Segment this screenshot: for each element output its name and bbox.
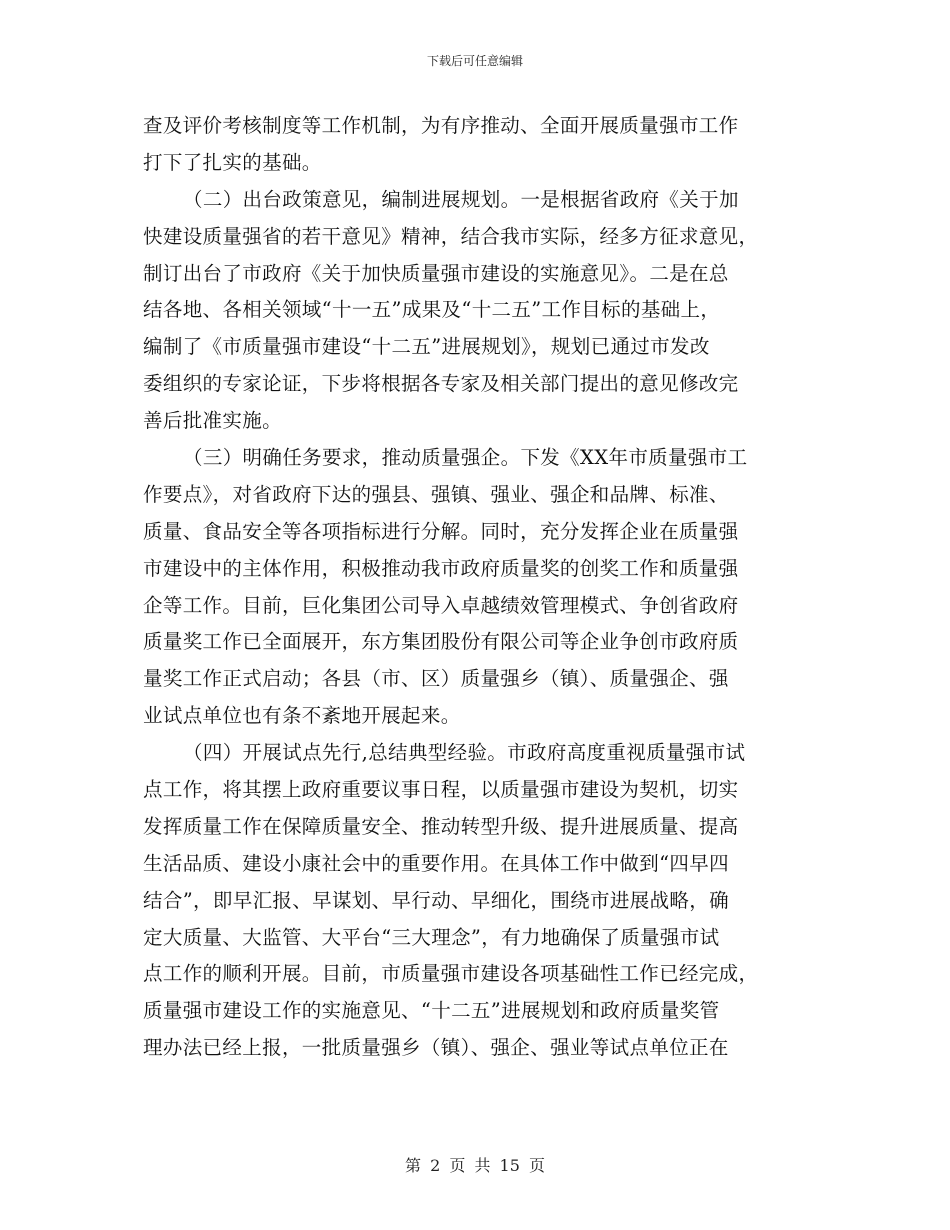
text-line: 质量奖工作已全面展开，东方集团股份有限公司等企业争创市政府质	[143, 630, 739, 654]
text-line: 结各地、各相关领域“十一五”成果及“十二五”工作目标的基础上，	[143, 298, 721, 322]
text-line: 质量、食品安全等各项指标进行分解。同时，充分发挥企业在质量强	[143, 519, 739, 543]
text-line: 委组织的专家论证，下步将根据各专家及相关部门提出的意见修改完	[143, 372, 739, 396]
text-line: （四）开展试点先行,总结典型经验。市政府高度重视质量强市试	[183, 741, 746, 765]
text-line: 量奖工作正式启动；各县（市、区）质量强乡（镇）、质量强企、强	[143, 667, 729, 691]
text-line: 生活品质、建设小康社会中的重要作用。在具体工作中做到“四早四	[143, 851, 729, 875]
text-line: 发挥质量工作在保障质量安全、推动转型升级、提升进展质量、提高	[143, 814, 739, 838]
text-line: 理办法已经上报，一批质量强乡（镇）、强企、强业等试点单位正在	[143, 1036, 729, 1060]
text-line: 作要点》，对省政府下达的强县、强镇、强业、强企和品牌、标准、	[143, 482, 729, 506]
text-line: 市建设中的主体作用，积极推动我市政府质量奖的创奖工作和质量强	[143, 556, 739, 580]
text-line: （三）明确任务要求，推动质量强企。下发《XX年市质量强市工	[183, 446, 748, 470]
text-line: 编制了《市质量强市建设“十二五”进展规划》，规划已通过市发改	[143, 335, 710, 359]
text-line: 质量强市建设工作的实施意见、“十二五”进展规划和政府质量奖管	[143, 999, 720, 1023]
text-line: 点工作，将其摆上政府重要议事日程，以质量强市建设为契机，切实	[143, 778, 739, 802]
text-line: 点工作的顺利开展。目前，市质量强市建设各项基础性工作已经完成，	[143, 962, 759, 986]
document-body	[143, 108, 808, 1067]
text-line: 结合”，即早汇报、早谋划、早行动、早细化，围绕市进展战略，确	[143, 888, 729, 912]
text-line: 业试点单位也有条不紊地开展起来。	[143, 704, 461, 728]
text-line: 企等工作。目前，巨化集团公司导入卓越绩效管理模式、争创省政府	[143, 593, 739, 617]
page-footer: 第 2 页 共 15 页	[405, 1156, 545, 1175]
text-line: 快建设质量强省的若干意见》精神，结合我市实际，经多方征求意见，	[143, 224, 759, 248]
page-header: 下载后可任意编辑	[426, 54, 523, 68]
text-line: （二）出台政策意见，编制进展规划。一是根据省政府《关于加	[183, 187, 739, 211]
text-line: 查及评价考核制度等工作机制，为有序推动、全面开展质量强市工作	[143, 114, 739, 137]
text-line: 善后批准实施。	[143, 409, 282, 433]
text-line: 定大质量、大监管、大平台“三大理念”，有力地确保了质量强市试	[143, 925, 720, 949]
text-line: 制订出台了市政府《关于加快质量强市建设的实施意见》。二是在总	[143, 261, 729, 285]
text-line: 打下了扎实的基础。	[143, 150, 322, 174]
